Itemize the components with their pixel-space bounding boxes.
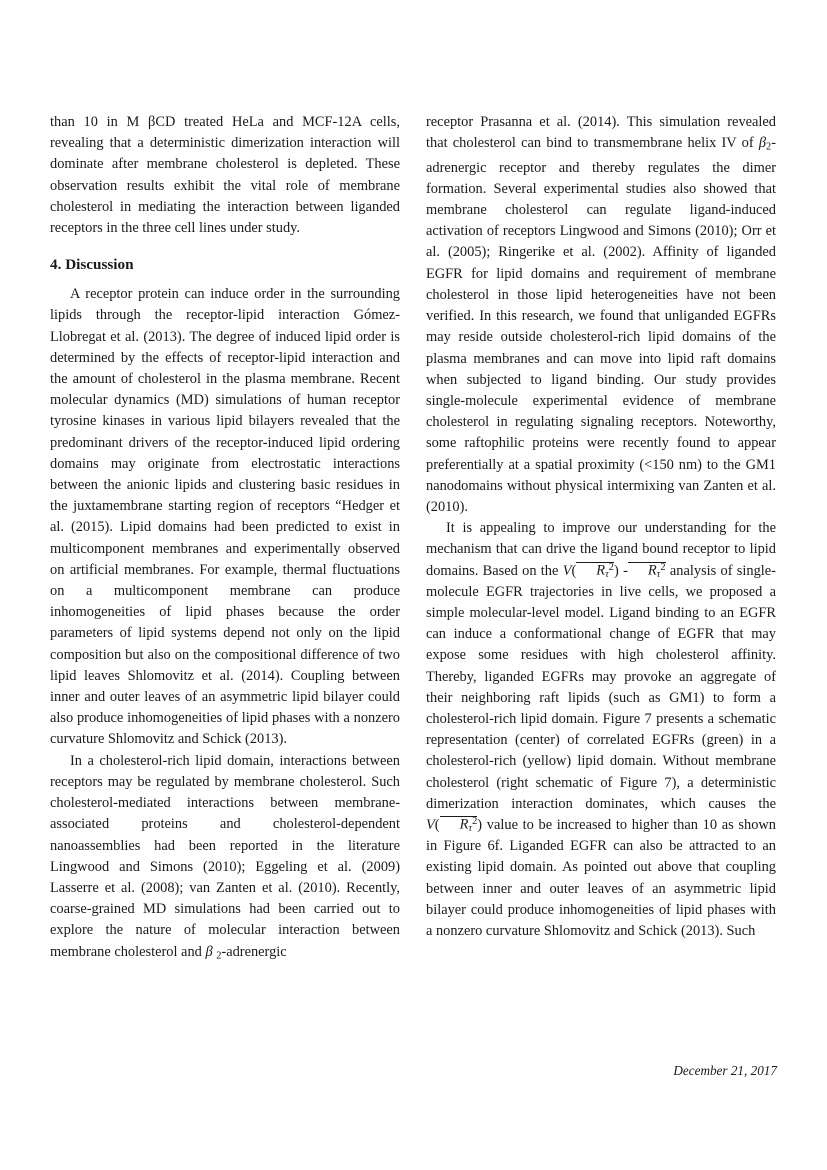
inline-formula-variance-rtau-squared-2: V( $R_\tau^2$) xyxy=(426,816,483,835)
paragraph-text-part-c: value to be increased to higher than 10 as shown in Figure 6f. Liganded EGFR can also be attracted to an existing lipid domain. As pointed out above that coupling between inner and outer leaves of an asymmetric lipid bilayer could produce inhomogeneities of lipid phases with a nonzero curvature Shlomovitz and Schick (2013). Such xyxy=(426,816,776,939)
beta-symbol: β 2 xyxy=(205,943,222,961)
paragraph-cholesterol-rich-lipid-domain xyxy=(50,751,400,966)
paragraph-text-part-b: -adrenergic receptor and thereby regulates the dimer formation. Several experimental studies also showed that membrane cholesterol can regulate ligand-induced activation of receptors Lingwood and Simons (2010); Orr et al. (2005); Ringerike et al. (2002). Affinity of liganded EGFR for lipid domains and requirement of membrane cholesterol in those lipid heterogeneities have not been verified. In this research, we found that unliganded EGFRs may reside outside cholesterol-rich lipid domains of the plasma membranes and can move into lipid raft domains when subjected to ligand binding. Our study provides single-molecule experimental evidence of membrane cholesterol in regulating signaling receptors. Noteworthy, some raftophilic proteins were recently found to appear preferentially at a spatial proximity (<150 nm) to the GM1 nanodomains without physical intermixing van Zanten et al. (2010). xyxy=(426,135,776,515)
paragraph-text-part-a: In a cholesterol-rich lipid domain, interactions between receptors may be regulated by membrane cholesterol. Such cholesterol-mediated interactions between membrane-associated proteins and cholesterol-dependent nanoassemblies had been reported in the literature Lingwood and Simons (2010); Eggeling et al. (2009) Lasserre et al. (2008); van Zanten et al. (2010). Recently, coarse-grained MD simulations had been carried out to explore the nature of molecular interaction between membrane cholesterol and xyxy=(50,752,400,960)
right-column xyxy=(426,112,776,1052)
paragraph-receptor-protein-order: A receptor protein can induce order in the surrounding lipids through the receptor-lipid interaction Gómez-Llobregat et al. (2013). The degree of induced lipid order is determined by the effects of receptor-lipid interaction and the amount of cholesterol in the plasma membrane. Recent molecular dynamics (MD) simulations of human receptor tyrosine kinases in various lipid bilayers revealed that the predominant drivers of the receptor-induced lipid ordering domains may originate from electrostatic interactions between the anionic lipids and clustering basic residues in the juxtamembrane starting region of receptors “Hedger et al. (2015). Lipid domains had been predicted to exist in multicomponent membranes and experimentally observed on artificial membranes. For example, thermal fluctuations on a multicomponent membrane can produce inhomogeneities of lipid phases because the order parameters of lipid systems depend not only on the lipid composition but also on the compositional difference of two lipid leaves Shlomovitz et al. (2014). Coupling between inner and outer leaves of an asymmetric lipid bilayer could also produce inhomogeneities of lipid phases with a nonzero curvature Shlomovitz and Schick (2013). xyxy=(50,286,400,748)
paragraph-text-part-a: It is appealing to improve our understanding for the mechanism that can drive the ligand bound receptor to lipid domains. Based on the xyxy=(426,520,776,579)
inline-formula-variance-rtau-squared: V( $R_\tau^2$) xyxy=(562,561,619,580)
two-column-body xyxy=(50,112,777,1052)
page-footer-date: December 21, 2017 xyxy=(673,1063,777,1078)
left-column xyxy=(50,112,400,1052)
paragraph-text-part-b: analysis of single-molecule EGFR trajectories in live cells, we proposed a simple molecular-level model. Ligand binding to an EGFR can induce a conformational change of EGFR that may expose some residues with high cholesterol affinity. Thereby, liganded EGFRs may provoke an aggregate of their neighboring raft lipids (such as GM1) to form a cholesterol-rich lipid domain. Figure 7 presents a schematic representation (center) of correlated EGFRs (green) in a cholesterol-rich (yellow) lipid domain. Without membrane cholesterol (right schematic of Figure 7), a deterministic dimerization interaction dominates, which causes the xyxy=(426,562,776,812)
paragraph-text-part-a: receptor Prasanna et al. (2014). This simulation revealed that cholesterol can bind to transmembrane helix IV of xyxy=(426,114,776,152)
beta-2-symbol: β2 xyxy=(758,135,772,153)
paragraph-prasanna-simulation xyxy=(426,112,776,518)
paragraph-mechanism-ligand-bound-receptor xyxy=(426,518,776,942)
section-heading-discussion: 4. Discussion xyxy=(50,256,134,274)
paragraph-continued-from-previous-page: than 10 in M βCD treated HeLa and MCF-12A cells, revealing that a deterministic dimerization interaction will dominate after membrane cholesterol is depleted. These observation results exhibit the vital role of membrane cholesterol in mediating the interaction between liganded receptors in the three cell lines under study. xyxy=(50,114,400,237)
inline-formula-minus-rtau-squared: - $R_\tau^2$ xyxy=(623,561,666,580)
paragraph-text-part-b: -adrenergic xyxy=(221,943,287,960)
